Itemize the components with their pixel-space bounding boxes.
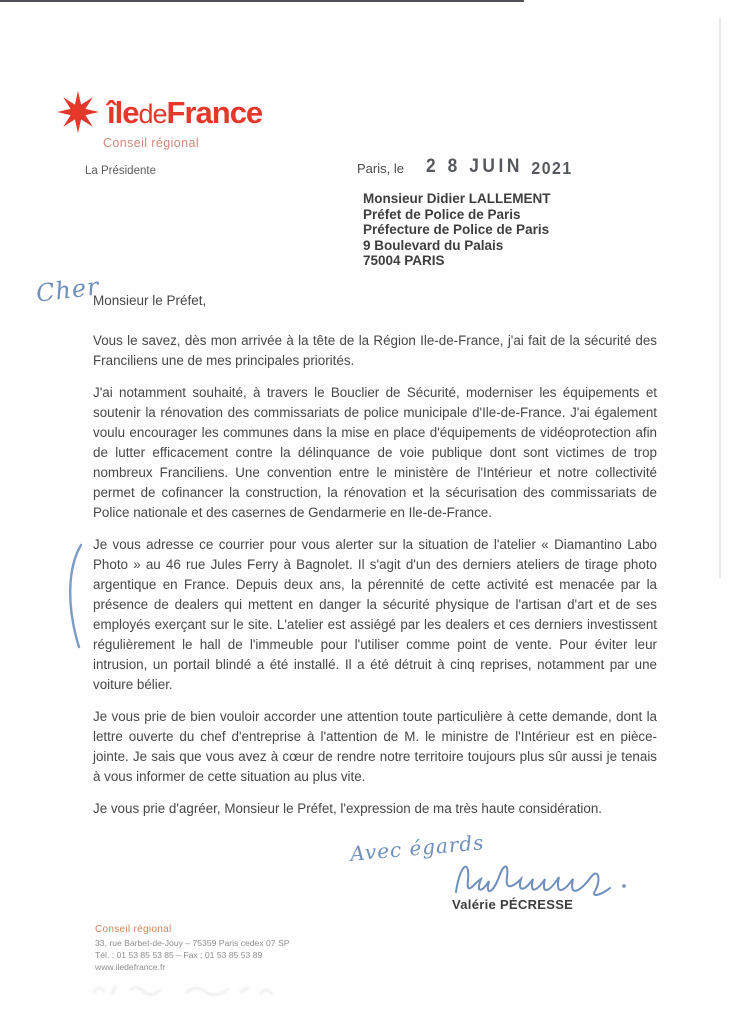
handwritten-bracket-annotation	[64, 543, 86, 649]
salutation: Monsieur le Préfet,	[93, 293, 207, 308]
signer-name: Valérie PÉCRESSE	[452, 897, 574, 912]
bleed-through-artifact	[90, 982, 410, 1000]
paragraph: J'ai notamment souhaité, à travers le Bouclier de Sécurité, moderniser les équipements et soutenir la rénovation des commissariats de police municipale d'Ile-de-France. J'ai également voulu encourager les communes dans la mise en place d'équipements de vidéoprotection afin de lutter efficacement contre la délinquance de voie publique dont sont victimes de trop nombreux Franciliens. Une convention entre le ministère de l'Intérieur et notre collectivité permet de cofinancer la construction, la rénovation et la sécurisation des commissariats de Police nationale et des casernes de Gendarmerie en Ile-de-France.	[93, 385, 657, 520]
footer-address: 33, rue Barbet-de-Jouy – 75359 Paris cedex 07 SP	[95, 938, 290, 948]
dateline-prefix: Paris, le	[357, 161, 404, 176]
scan-edge-artifact	[0, 0, 524, 2]
logo-subtitle: Conseil régional	[103, 136, 200, 150]
logo-wordmark	[107, 94, 263, 130]
scan-fold-artifact	[719, 18, 721, 578]
logo-ile: île	[107, 94, 139, 130]
sender-title: La Présidente	[85, 165, 156, 177]
closing-formula: Je vous prie d'agréer, Monsieur le Préfet, l'expression de ma très haute considération.	[93, 801, 603, 816]
footer-phone-fax: Tél. : 01 53 85 53 85 – Fax : 01 53 85 53 89	[95, 950, 263, 960]
logo-de: de	[138, 98, 167, 129]
stamp-year: 2021	[531, 159, 573, 179]
recipient-line: 9 Boulevard du Palais	[363, 237, 504, 253]
logo-france: France	[166, 94, 263, 130]
recipient-address-block	[363, 191, 551, 269]
paragraph: Vous le savez, dès mon arrivée à la tête de la Région Ile-de-France, j'ai fait de la sécurité des Franciliens une de mes principales priorités.	[93, 333, 657, 368]
date-stamp	[426, 155, 573, 177]
recipient-line: Monsieur Didier LALLEMENT	[363, 191, 551, 206]
handwritten-note: Avec égards	[349, 830, 486, 866]
recipient-line: Préfecture de Police de Paris	[363, 222, 550, 237]
footer-contact-block	[95, 924, 289, 973]
stamp-day: 2 8	[426, 155, 461, 177]
paragraph: Je vous adresse ce courrier pour vous alerter sur la situation de l'atelier « Diamantino Labo Photo » au 46 rue Jules Ferry à Bagnolet. Il s'agit d'un des derniers ateliers de tirage photo argentique en France. Depuis deux ans, la pérennité de cette activité est menacée par la présence de dealers qui mettent en danger la sécurité physique de l'artisan d'art et de ses employés exerçant sur le site. L'atelier est assiégé par les dealers et ces derniers investissent régulièrement le hall de l'immeuble pour l'utiliser comme point de vente. Pour éviter leur intrusion, un portail blindé a été installé. Il a été détruit à cinq reprises, notamment par une voiture bélier.	[93, 537, 657, 692]
letter-body	[93, 331, 657, 819]
footer-website: www.iledefrance.fr	[95, 962, 166, 972]
footer-title: Conseil régional	[95, 924, 172, 935]
iledefrance-logo	[56, 90, 262, 134]
recipient-line: 75004 PARIS	[363, 253, 445, 268]
iledefrance-star-icon	[56, 90, 100, 134]
recipient-line: Préfet de Police de Paris	[363, 206, 521, 222]
paragraph: Je vous prie de bien vouloir accorder une attention toute particulière à cette demande, dont la lettre ouverte du chef d'entreprise à l'attention de M. le ministre de l'Intérieur est en pièce-jointe. Je sais que vous avez à cœur de rendre notre territoire toujours plus sûr aussi je tenais à vous informer de cette situation au plus vite.	[93, 709, 657, 784]
handwritten-cher-annotation: Cher	[34, 272, 101, 308]
stamp-month: JUIN	[469, 155, 524, 177]
